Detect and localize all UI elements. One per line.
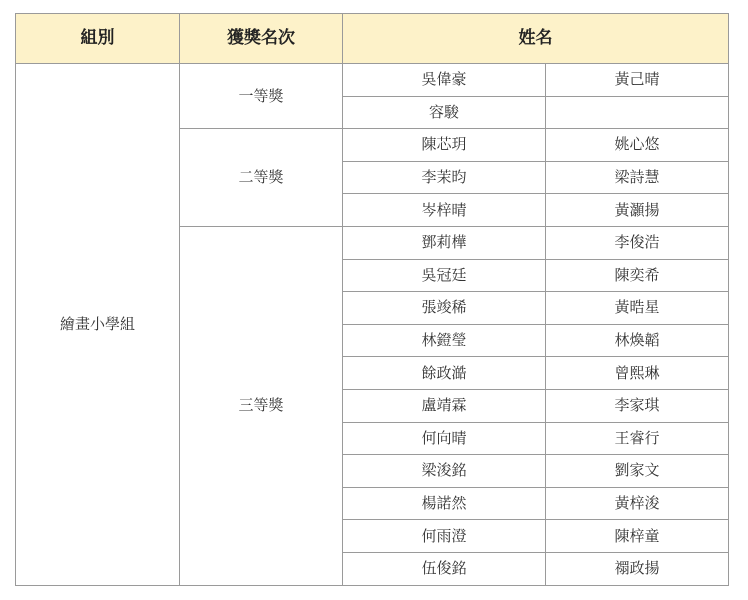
header-rank: 獲獎名次 — [180, 14, 343, 64]
name-cell: 黃梓浚 — [546, 487, 729, 520]
header-group: 組別 — [16, 14, 180, 64]
table-row — [16, 64, 729, 97]
name-cell: 黃己晴 — [546, 64, 729, 97]
name-cell: 何向晴 — [343, 422, 546, 455]
award-table — [15, 13, 729, 586]
name-cell: 盧靖霖 — [343, 389, 546, 422]
name-cell: 王睿行 — [546, 422, 729, 455]
name-cell: 餘政澔 — [343, 357, 546, 390]
name-cell: 林煥韜 — [546, 324, 729, 357]
name-cell: 姚心悠 — [546, 129, 729, 162]
rank-cell: 一等獎 — [180, 64, 343, 129]
name-cell: 吳冠廷 — [343, 259, 546, 292]
name-cell: 陳奕希 — [546, 259, 729, 292]
name-cell — [546, 96, 729, 129]
name-cell: 伍俊銘 — [343, 552, 546, 585]
name-cell: 禤政揚 — [546, 552, 729, 585]
table-body — [16, 64, 729, 586]
group-cell: 繪畫小學組 — [16, 64, 180, 586]
name-cell: 李俊浩 — [546, 226, 729, 259]
name-cell: 鄧莉樺 — [343, 226, 546, 259]
header-row — [16, 14, 729, 64]
name-cell: 楊諾然 — [343, 487, 546, 520]
name-cell: 林鐙瑩 — [343, 324, 546, 357]
name-cell: 陳芯玥 — [343, 129, 546, 162]
name-cell: 黃晧星 — [546, 292, 729, 325]
header-name: 姓名 — [343, 14, 729, 64]
rank-cell: 三等獎 — [180, 226, 343, 585]
name-cell: 黃灝揚 — [546, 194, 729, 227]
name-cell: 曾熙琳 — [546, 357, 729, 390]
name-cell: 李家琪 — [546, 389, 729, 422]
name-cell: 梁詩慧 — [546, 161, 729, 194]
name-cell: 張竣稀 — [343, 292, 546, 325]
name-cell: 李茉昀 — [343, 161, 546, 194]
name-cell: 岑梓晴 — [343, 194, 546, 227]
name-cell: 吳偉豪 — [343, 64, 546, 97]
name-cell: 陳梓童 — [546, 520, 729, 553]
name-cell: 劉家文 — [546, 455, 729, 488]
rank-cell: 二等獎 — [180, 129, 343, 227]
name-cell: 梁浚銘 — [343, 455, 546, 488]
name-cell: 容駿 — [343, 96, 546, 129]
name-cell: 何雨澄 — [343, 520, 546, 553]
